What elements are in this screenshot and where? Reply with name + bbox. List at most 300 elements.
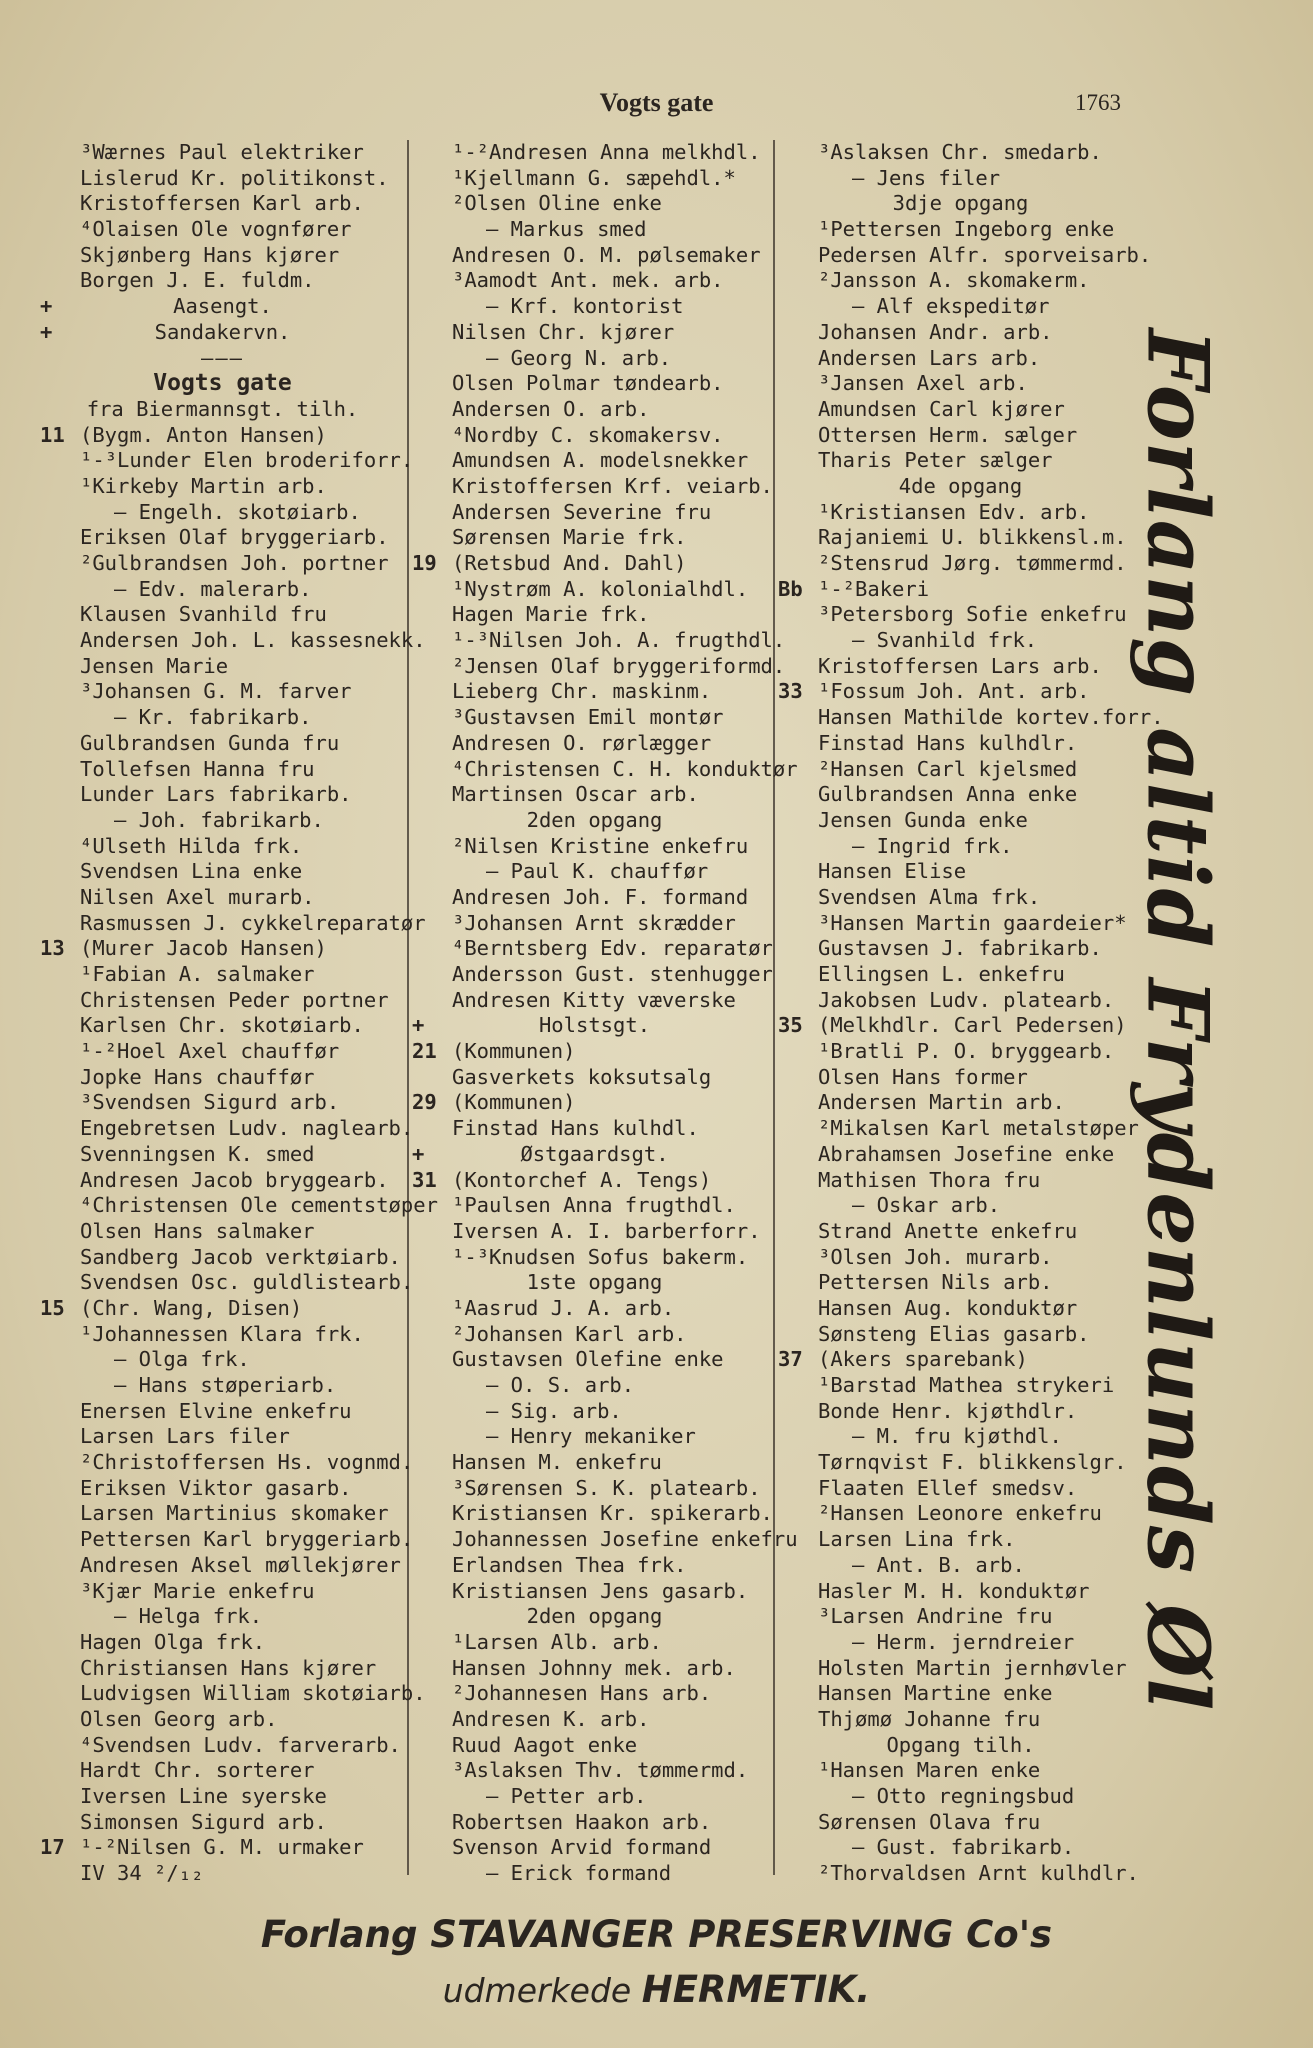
resident-entry: (Bygm. Anton Hansen): [80, 422, 327, 447]
directory-line: [40, 423, 405, 449]
resident-entry: Eriksen Viktor gasarb.: [80, 1475, 352, 1500]
resident-entry: (Akers sparebank): [818, 1347, 1028, 1372]
resident-entry: Ludvigsen William skotøiarb.: [80, 1681, 426, 1706]
resident-entry: (Chr. Wang, Disen): [80, 1295, 303, 1320]
section-label: 3dje opgang: [892, 191, 1029, 216]
vertical-advertisement: Forlang altid Frydenlunds Øl: [1128, 328, 1228, 1712]
resident-entry: ²Gulbrandsen Joh. portner: [80, 551, 389, 575]
resident-entry: Mathisen Thora fru: [818, 1167, 1041, 1192]
resident-entry: Martinsen Oscar arb.: [452, 782, 699, 807]
resident-entry: Simonsen Sigurd arb.: [80, 1809, 327, 1834]
resident-entry: Pedersen Alfr. sporveisarb.: [818, 242, 1152, 267]
directory-line: [40, 757, 405, 783]
directory-line: [778, 1039, 1143, 1065]
resident-entry: Ellingsen L. enkefru: [818, 962, 1065, 986]
directory-line: [40, 1039, 405, 1065]
directory-line: [40, 474, 405, 500]
directory-line: [40, 1245, 405, 1271]
resident-entry: Tørnqvist F. blikkenslgr.: [818, 1450, 1127, 1475]
resident-entry: ³Olsen Joh. murarb.: [818, 1244, 1053, 1269]
section-label: 4de opgang: [898, 473, 1023, 498]
resident-entry: Hansen Mathilde kortev.forr.: [818, 705, 1164, 730]
directory-line: [40, 679, 405, 705]
resident-entry: — Sig. arb.: [486, 1398, 622, 1423]
resident-entry: — Helga frk.: [114, 1604, 263, 1629]
directory-line: [412, 1681, 777, 1707]
resident-entry: ¹Larsen Alb. arb.: [452, 1629, 662, 1654]
resident-entry: ¹Bratli P. O. bryggearb.: [818, 1039, 1115, 1064]
house-number: 19: [412, 551, 437, 575]
directory-line: [778, 1810, 1143, 1836]
directory-line: [40, 1810, 405, 1836]
resident-entry: Kristoffersen Karl arb.: [80, 191, 364, 216]
directory-line: [778, 320, 1143, 346]
resident-entry: Andresen Aksel møllekjører: [80, 1552, 401, 1577]
directory-line: [778, 936, 1143, 962]
directory-line: [778, 423, 1143, 449]
resident-entry: — Ingrid frk.: [852, 833, 1013, 858]
directory-line: [40, 1784, 405, 1810]
directory-line: [412, 1373, 777, 1399]
resident-entry: Bonde Henr. kjøthdlr.: [818, 1398, 1078, 1423]
resident-entry: ²Thorvaldsen Arnt kulhdlr.: [818, 1861, 1139, 1886]
directory-line: [40, 166, 405, 192]
directory-line: [778, 1784, 1143, 1810]
resident-entry: ²Nilsen Kristine enkefru: [452, 833, 749, 858]
cross-street-marker: +: [40, 319, 53, 344]
directory-line: [40, 1733, 405, 1759]
resident-entry: ¹Nystrøm A. kolonialhdl.: [452, 576, 749, 601]
directory-line: [778, 525, 1143, 551]
resident-entry: ³Kjær Marie enkefru: [80, 1578, 315, 1603]
resident-entry: ¹Aasrud J. A. arb.: [452, 1295, 675, 1320]
resident-entry: — Svanhild frk.: [852, 628, 1038, 653]
resident-entry: — Markus smed: [486, 217, 647, 242]
resident-entry: ³Gustavsen Emil montør: [452, 705, 724, 730]
resident-entry: — Georg N. arb.: [486, 345, 672, 370]
directory-line: [778, 1758, 1143, 1784]
resident-entry: Hansen M. enkefru: [452, 1450, 662, 1475]
directory-line: [778, 911, 1143, 937]
house-number: 15: [40, 1295, 65, 1320]
directory-line: [412, 243, 777, 269]
resident-entry: Pettersen Karl bryggeriarb.: [80, 1527, 414, 1552]
directory-line: [412, 834, 777, 860]
resident-entry: Andersen O. arb.: [452, 396, 650, 421]
resident-entry: Larsen Lars filer: [80, 1424, 290, 1449]
directory-line: [412, 1604, 777, 1630]
resident-entry: — Henry mekaniker: [486, 1424, 696, 1449]
resident-entry: Tharis Peter sælger: [818, 448, 1053, 473]
directory-line: [40, 834, 405, 860]
directory-line: [412, 268, 777, 294]
resident-entry: ¹-²Hoel Axel chauffør: [80, 1039, 340, 1064]
directory-line: [40, 1707, 405, 1733]
directory-line: [412, 1322, 777, 1348]
resident-entry: — Kr. fabrikarb.: [114, 705, 312, 730]
directory-line: [40, 1681, 426, 1707]
house-number: 21: [412, 1039, 437, 1064]
section-label: Østgaardsgt.: [520, 1141, 669, 1166]
ad-highlight: HERMETIK.: [641, 1968, 871, 2011]
directory-line: [40, 448, 414, 474]
resident-entry: Hasler M. H. konduktør: [818, 1578, 1090, 1603]
resident-entry: Lunder Lars fabrikarb.: [80, 782, 352, 807]
page-number: 1763: [1075, 90, 1121, 115]
section-label: 2den opgang: [526, 1604, 663, 1629]
directory-line: [778, 628, 1143, 654]
directory-line: [40, 731, 405, 757]
resident-entry: ³Petersborg Sofie enkefru: [818, 602, 1127, 627]
resident-entry: Andresen Jacob bryggearb.: [80, 1167, 389, 1192]
directory-line: [40, 1553, 405, 1579]
resident-entry: Sandberg Jacob verktøiarb.: [80, 1244, 401, 1269]
directory-line: [40, 1399, 405, 1425]
resident-entry: Sørensen Marie frk.: [452, 525, 687, 550]
directory-line: [778, 448, 1143, 474]
directory-line: [412, 1501, 777, 1527]
directory-line: [778, 217, 1143, 243]
resident-entry: ²Hansen Leonore enkefru: [818, 1501, 1102, 1526]
resident-entry: Sønsteng Elias gasarb.: [818, 1321, 1090, 1346]
resident-entry: ⁴Christensen Ole cementstøper: [80, 1193, 438, 1218]
resident-entry: Flaaten Ellef smedsv.: [818, 1475, 1078, 1500]
directory-line: [40, 397, 405, 423]
resident-entry: Olsen Hans former: [818, 1064, 1028, 1089]
resident-entry: Robertsen Haakon arb.: [452, 1809, 712, 1834]
directory-line: [40, 1219, 405, 1245]
directory-line: [412, 320, 777, 346]
directory-line: [40, 1604, 405, 1630]
resident-entry: — Engelh. skotøiarb.: [114, 499, 361, 524]
directory-line: [40, 191, 405, 217]
directory-line: [778, 577, 1143, 603]
resident-entry: ⁴Olaisen Ole vognfører: [80, 217, 352, 242]
directory-line: [40, 705, 405, 731]
resident-entry: Jakobsen Ludv. platearb.: [818, 987, 1115, 1012]
directory-line: [40, 808, 405, 834]
resident-entry: ³Jansen Axel arb.: [818, 371, 1028, 396]
house-number: 35: [778, 1013, 803, 1038]
resident-entry: ³Johansen Arnt skrædder: [452, 910, 736, 935]
directory-line: [412, 1424, 777, 1450]
resident-entry: Kristiansen Jens gasarb.: [452, 1578, 749, 1603]
directory-line: [412, 756, 798, 783]
resident-entry: ³Johansen G. M. farver: [80, 679, 352, 704]
resident-entry: — M. fru kjøthdl.: [852, 1424, 1062, 1449]
directory-line: [412, 1656, 777, 1682]
directory-line: [412, 500, 777, 526]
resident-entry: Svendsen Lina enke: [80, 859, 303, 884]
directory-line: [778, 1347, 1143, 1373]
resident-entry: Tollefsen Hanna fru: [80, 756, 315, 781]
directory-line: [778, 1013, 1143, 1039]
directory-line: [778, 1553, 1143, 1579]
directory-line: [412, 1553, 777, 1579]
resident-entry: ³Aslaksen Chr. smedarb.: [818, 140, 1102, 164]
resident-entry: Svendsen Alma frk.: [818, 884, 1041, 909]
resident-entry: (Melkhdlr. Carl Pedersen): [818, 1013, 1127, 1038]
resident-entry: — Petter arb.: [486, 1784, 647, 1808]
resident-entry: — O. S. arb.: [486, 1373, 635, 1397]
directory-line: [40, 1322, 405, 1348]
directory-line: [778, 834, 1143, 860]
directory-line: [778, 1733, 1143, 1759]
resident-entry: Nilsen Axel murarb.: [80, 884, 315, 909]
directory-line: [778, 679, 1143, 705]
directory-line: [412, 1142, 777, 1168]
directory-line: [412, 653, 786, 680]
directory-line: [40, 551, 405, 577]
directory-line: [40, 885, 405, 911]
resident-entry: ²Jensen Olaf bryggeriformd.: [452, 653, 786, 678]
ad-prefix: udmerkede: [442, 1971, 632, 2010]
house-number: 37: [778, 1347, 803, 1372]
directory-line: [40, 140, 405, 166]
directory-line: [40, 346, 405, 372]
directory-line: [778, 1501, 1143, 1527]
directory-line: [40, 268, 405, 294]
directory-line: [778, 1270, 1143, 1296]
directory-line: [412, 423, 777, 449]
resident-entry: Borgen J. E. fuldm.: [80, 268, 315, 293]
resident-entry: (Retsbud And. Dahl): [452, 551, 687, 575]
directory-line: [778, 140, 1143, 166]
directory-line: [40, 962, 405, 988]
street-heading: Vogts gate: [153, 370, 292, 397]
resident-entry: ¹Paulsen Anna frugthdl.: [452, 1193, 736, 1218]
resident-entry: ¹Pettersen Ingeborg enke: [818, 217, 1115, 242]
directory-line: [778, 1065, 1143, 1091]
directory-line: [778, 397, 1143, 423]
directory-line: [412, 1733, 777, 1759]
resident-entry: Kristiansen Kr. spikerarb.: [452, 1501, 773, 1526]
directory-line: [778, 1604, 1143, 1630]
resident-entry: ³Sørensen S. K. platearb.: [452, 1475, 761, 1500]
resident-entry: ²Stensrud Jørg. tømmermd.: [818, 551, 1127, 575]
directory-line: [412, 1193, 777, 1219]
resident-entry: Iversen Line syerske: [80, 1784, 327, 1808]
directory-line: [778, 268, 1143, 294]
directory-line: [778, 885, 1143, 911]
directory-line: [778, 859, 1143, 885]
resident-entry: Johannessen Josefine enkefru: [452, 1527, 798, 1552]
directory-line: [778, 1707, 1143, 1733]
section-label: 2den opgang: [526, 807, 663, 832]
directory-line: [40, 320, 405, 346]
directory-line: [778, 1835, 1143, 1861]
directory-line: [40, 1450, 414, 1476]
resident-entry: Svenningsen K. smed: [80, 1141, 315, 1166]
directory-line: [40, 1476, 405, 1502]
directory-line: [412, 397, 777, 423]
cross-street-marker: +: [412, 1013, 425, 1038]
directory-line: [40, 243, 405, 269]
resident-entry: (Murer Jacob Hansen): [80, 936, 327, 961]
directory-line: [412, 1707, 777, 1733]
resident-entry: Christiansen Hans kjører: [80, 1655, 377, 1680]
resident-entry: ¹Hansen Maren enke: [818, 1758, 1041, 1783]
resident-entry: Gustavsen Olefine enke: [452, 1347, 724, 1372]
directory-line: [40, 1835, 405, 1861]
resident-entry: Hardt Chr. sorterer: [80, 1758, 315, 1783]
resident-entry: Jensen Gunda enke: [818, 807, 1028, 832]
directory-line: [412, 166, 777, 192]
directory-line: [40, 1758, 405, 1784]
resident-entry: Lislerud Kr. politikonst.: [80, 165, 389, 190]
directory-line: [412, 1758, 777, 1784]
resident-entry: ⁴Svendsen Ludv. farverarb.: [80, 1732, 401, 1757]
bottom-advertisement-line-2: [0, 1968, 1313, 2011]
directory-line: [40, 936, 405, 962]
directory-line: [778, 705, 1164, 731]
resident-entry: Abrahamsen Josefine enke: [818, 1141, 1115, 1166]
resident-entry: Andresen O. rørlægger: [452, 730, 712, 755]
directory-line: [412, 936, 777, 962]
resident-entry: Kristoffersen Krf. veiarb.: [452, 473, 773, 498]
house-number: 13: [40, 936, 65, 961]
directory-line: [778, 988, 1143, 1014]
directory-line: [412, 1579, 777, 1605]
directory-line: [778, 1168, 1143, 1194]
resident-entry: IV 34 ²/₁₂: [80, 1861, 204, 1886]
resident-entry: Iversen A. I. barberforr.: [452, 1218, 761, 1243]
house-number: 31: [412, 1167, 437, 1192]
resident-entry: Engebretsen Ludv. naglearb.: [80, 1116, 414, 1141]
bottom-advertisement-line-1: Forlang STAVANGER PRESERVING Co's: [260, 1913, 1053, 1956]
directory-line: [778, 782, 1143, 808]
resident-entry: — Alf ekspeditør: [852, 294, 1050, 319]
resident-entry: — Olga frk.: [114, 1347, 250, 1372]
directory-line: [412, 911, 777, 937]
directory-line: [412, 1245, 777, 1271]
directory-line: [412, 1296, 777, 1322]
directory-line: [412, 551, 777, 577]
directory-line: [412, 1527, 798, 1553]
resident-entry: Hansen Elise: [818, 859, 967, 884]
directory-line: [412, 1116, 777, 1142]
directory-line: [412, 1168, 777, 1194]
directory-line: [412, 1219, 777, 1245]
resident-entry: ³Aamodt Ant. mek. arb.: [452, 268, 724, 293]
cross-street-marker: +: [412, 1141, 425, 1166]
resident-entry: Ruud Aagot enke: [452, 1732, 638, 1757]
directory-line: [412, 346, 777, 372]
resident-entry: ³Hansen Martin gaardeier*: [818, 910, 1127, 935]
directory-line: [778, 1399, 1143, 1425]
resident-entry: Andresen Kitty væverske: [452, 987, 736, 1012]
directory-line: [40, 1347, 405, 1373]
resident-entry: Finstad Hans kulhdlr.: [818, 730, 1078, 755]
resident-entry: ³Larsen Andrine fru: [818, 1604, 1053, 1629]
directory-line: [412, 1065, 777, 1091]
directory-line: [412, 782, 777, 808]
directory-line: [40, 1116, 414, 1142]
resident-entry: Amundsen Carl kjører: [818, 396, 1065, 421]
resident-entry: Andersson Gust. stenhugger: [452, 962, 773, 986]
resident-entry: ¹-³Lunder Elen broderiforr.: [80, 448, 414, 473]
resident-entry: Svendsen Osc. guldlistearb.: [80, 1270, 414, 1295]
directory-line: [412, 1270, 777, 1296]
directory-line: [40, 628, 426, 654]
section-label: 1ste opgang: [526, 1270, 663, 1295]
resident-entry: — Oskar arb.: [852, 1193, 1001, 1218]
resident-entry: ¹-²Andresen Anna melkhdl.: [452, 140, 761, 164]
directory-line: [778, 500, 1143, 526]
directory-line: [412, 1476, 777, 1502]
resident-entry: Ottersen Herm. sælger: [818, 422, 1078, 447]
resident-entry: Klausen Svanhild fru: [80, 602, 327, 627]
resident-entry: — Krf. kontorist: [486, 294, 684, 319]
resident-entry: Gustavsen J. fabrikarb.: [818, 936, 1102, 961]
resident-entry: Hagen Marie frk.: [452, 602, 650, 627]
directory-line: [40, 1270, 414, 1296]
resident-entry: ¹Kristiansen Edv. arb.: [818, 499, 1090, 524]
column-3: [778, 140, 1164, 1887]
resident-entry: — Edv. malerarb.: [114, 576, 312, 601]
directory-line: [40, 525, 405, 551]
directory-line: [40, 1527, 414, 1553]
directory-line: [778, 757, 1143, 783]
resident-entry: — Erick formand: [486, 1861, 672, 1886]
resident-entry: Hansen Aug. konduktør: [818, 1295, 1078, 1320]
directory-line: [778, 1193, 1143, 1219]
resident-entry: ¹Fabian A. salmaker: [80, 962, 315, 986]
resident-entry: Gulbrandsen Gunda fru: [80, 730, 340, 755]
directory-line: [412, 577, 777, 603]
resident-entry: ¹Fossum Joh. Ant. arb.: [818, 679, 1090, 704]
resident-entry: Andresen K. arb.: [452, 1706, 650, 1731]
directory-line: [40, 1424, 405, 1450]
resident-entry: ⁴Christensen C. H. konduktør: [452, 756, 798, 781]
directory-line: [412, 1399, 777, 1425]
section-label: Holstsgt.: [538, 1013, 651, 1038]
resident-entry: ²Hansen Carl kjelsmed: [818, 756, 1078, 781]
directory-line: [778, 1579, 1143, 1605]
directory-line: [778, 1219, 1143, 1245]
resident-entry: — Paul K. chauffør: [486, 859, 709, 884]
directory-line: [778, 1630, 1143, 1656]
directory-line: [412, 988, 777, 1014]
directory-line: [40, 500, 405, 526]
directory-line: [40, 988, 405, 1014]
directory-line: [40, 910, 426, 937]
resident-entry: Andersen Martin arb.: [818, 1090, 1065, 1115]
resident-entry: Skjønberg Hans kjører: [80, 242, 340, 267]
resident-entry: ¹-²Nilsen G. M. urmaker: [80, 1835, 364, 1860]
resident-entry: ¹Kirkeby Martin arb.: [80, 473, 327, 498]
directory-line: [778, 166, 1143, 192]
directory-line: [412, 705, 777, 731]
resident-entry: Svenson Arvid formand: [452, 1835, 712, 1860]
directory-line: [40, 1090, 405, 1116]
column-rule: [407, 140, 409, 1875]
directory-line: [778, 1476, 1143, 1502]
resident-entry: Gulbrandsen Anna enke: [818, 782, 1078, 807]
resident-entry: ³Aslaksen Thv. tømmermd.: [452, 1758, 749, 1783]
section-separator: ———: [200, 345, 245, 370]
resident-entry: Sørensen Olava fru: [818, 1809, 1041, 1834]
directory-line: [778, 1296, 1143, 1322]
house-number: 11: [40, 422, 65, 447]
directory-line: [412, 140, 777, 166]
resident-entry: Eriksen Olaf bryggeriarb.: [80, 525, 389, 550]
resident-entry: — Jens filer: [852, 165, 1001, 190]
directory-line: [412, 371, 777, 397]
resident-entry: — Hans støperiarb.: [114, 1373, 337, 1397]
directory-line: [778, 371, 1143, 397]
directory-line: [778, 1322, 1143, 1348]
